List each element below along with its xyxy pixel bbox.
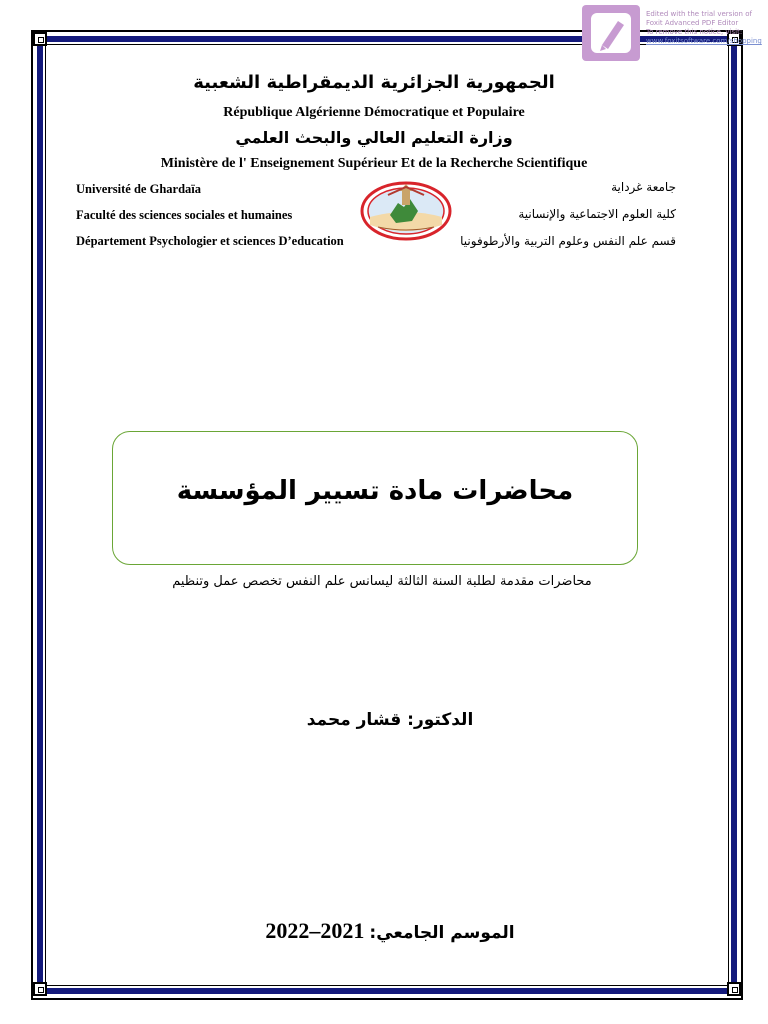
watermark-line: Edited with the trial version of [646, 10, 752, 18]
academic-season [200, 918, 580, 944]
border-corner-ornament [727, 982, 741, 996]
fr-university-name: Université de Ghardaïa [76, 182, 201, 196]
border-corner-ornament [33, 32, 47, 46]
fr-department-name: Département Psychologier et sciences D’education [76, 234, 344, 248]
university-logo [360, 181, 452, 241]
watermark-link[interactable]: www.foxitsoftware.com/shopping [646, 37, 762, 45]
ar-department-name: قسم علم النفس وعلوم التربية والأرطوفونيا [460, 234, 676, 248]
season-years: 2022–2021 [265, 918, 365, 943]
trial-watermark [646, 10, 764, 46]
course-title: محاضرات مادة تسيير المؤسسة [176, 476, 574, 506]
foxit-editor-icon [582, 5, 640, 61]
course-title-box [112, 431, 638, 565]
ar-university-name: جامعة غرداية [611, 180, 676, 194]
course-subtitle: محاضرات مقدمة لطلبة السنة الثالثة ليسانس علم النفس تخصص عمل وتنظيم [172, 574, 592, 589]
watermark-line: Foxit Advanced PDF Editor [646, 19, 739, 27]
arabic-ministry-heading: وزارة التعليم العالي والبحث العلمي [235, 128, 513, 147]
watermark-line: To remove this notice, visit: [646, 28, 743, 36]
author-name: الدكتور: قشار محمد [306, 710, 474, 730]
ar-faculty-name: كلية العلوم الاجتماعية والإنسانية [518, 207, 676, 221]
fr-faculty-name: Faculté des sciences sociales et humaines [76, 208, 293, 222]
french-republic-heading: République Algérienne Démocratique et Populaire [223, 105, 525, 120]
french-ministry-heading: Ministère de l' Enseignement Supérieur Et de la Recherche Scientifique [160, 156, 588, 171]
border-corner-ornament [33, 982, 47, 996]
season-label: الموسم الجامعي: [369, 923, 515, 943]
arabic-republic-heading: الجمهورية الجزائرية الديمقراطية الشعبية [193, 72, 555, 93]
